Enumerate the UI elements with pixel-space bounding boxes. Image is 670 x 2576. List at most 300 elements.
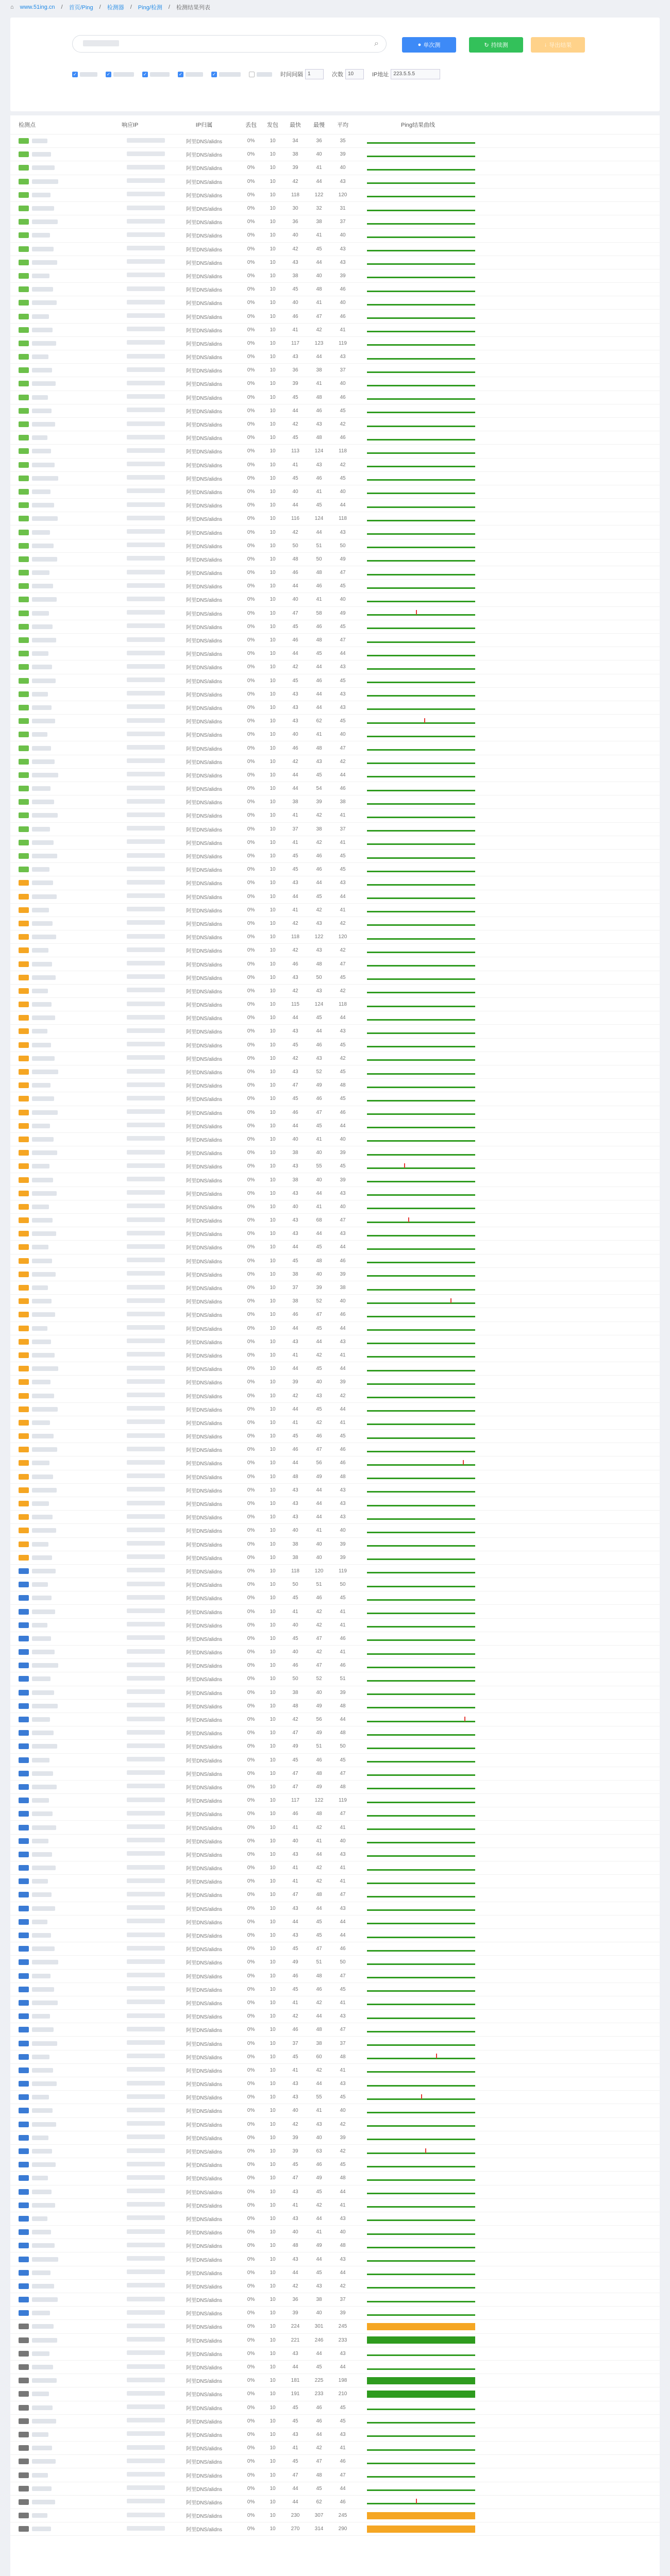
- table-row[interactable]: [10, 2401, 660, 2415]
- table-row[interactable]: [10, 2496, 660, 2509]
- table-row[interactable]: [10, 1376, 660, 1389]
- sent-cell: 10: [270, 1757, 276, 1763]
- table-row[interactable]: [10, 2239, 660, 2252]
- isp-badge: [19, 947, 29, 953]
- min-cell: 46: [292, 637, 298, 643]
- table-row[interactable]: [10, 1807, 660, 1821]
- table-row[interactable]: [10, 1767, 660, 1781]
- table-row[interactable]: [10, 1605, 660, 1618]
- table-row[interactable]: [10, 1861, 660, 1875]
- breadcrumb-item-4[interactable]: Ping/检测: [138, 5, 162, 11]
- col-chart[interactable]: Ping结果曲线: [401, 122, 435, 128]
- col-loss[interactable]: 丢包: [245, 122, 257, 128]
- table-row[interactable]: [10, 1956, 660, 1969]
- table-row[interactable]: [10, 459, 660, 472]
- table-row[interactable]: [10, 890, 660, 904]
- table-row[interactable]: [10, 660, 660, 674]
- loss-cell: 0%: [247, 1055, 255, 1061]
- response-ip-cell: [75, 1473, 168, 1480]
- table-row[interactable]: [10, 930, 660, 944]
- table-row[interactable]: [10, 1255, 660, 1268]
- table-row[interactable]: [10, 310, 660, 323]
- filter-checkbox[interactable]: [72, 72, 97, 77]
- table-row[interactable]: [10, 1106, 660, 1120]
- table-row[interactable]: [10, 1740, 660, 1753]
- col-avg[interactable]: 平均: [337, 122, 348, 128]
- table-row[interactable]: [10, 283, 660, 296]
- table-row[interactable]: [10, 1524, 660, 1537]
- response-ip: [127, 2269, 165, 2274]
- table-row[interactable]: [10, 1120, 660, 1133]
- interval-input[interactable]: 1: [305, 69, 324, 79]
- col-max[interactable]: 最慢: [313, 122, 325, 128]
- table-row[interactable]: [10, 1538, 660, 1551]
- table-row[interactable]: [10, 1497, 660, 1511]
- filter-checkbox[interactable]: [249, 72, 272, 77]
- table-row[interactable]: [10, 1511, 660, 1524]
- table-row[interactable]: [10, 1362, 660, 1376]
- min-cell: 43: [292, 1028, 298, 1035]
- filter-checkbox[interactable]: [106, 72, 134, 77]
- col-ip[interactable]: 响应IP: [122, 122, 139, 128]
- table-row[interactable]: [10, 2118, 660, 2131]
- max-cell: 38: [316, 367, 322, 374]
- table-row[interactable]: [10, 485, 660, 499]
- table-row[interactable]: [10, 1713, 660, 1726]
- max-cell: 42: [316, 2202, 322, 2208]
- table-row[interactable]: [10, 2226, 660, 2239]
- loss-cell: 0%: [247, 826, 255, 832]
- ping-sparkline: [367, 1662, 475, 1669]
- table-row[interactable]: [10, 2482, 660, 2496]
- table-row[interactable]: [10, 2509, 660, 2522]
- table-row[interactable]: [10, 1835, 660, 1848]
- table-row[interactable]: [10, 876, 660, 890]
- table-row[interactable]: [10, 1929, 660, 1942]
- table-row[interactable]: [10, 161, 660, 175]
- min-cell: 45: [292, 435, 298, 441]
- table-row[interactable]: [10, 1983, 660, 1996]
- table-row[interactable]: [10, 2077, 660, 2091]
- response-ip: [127, 1892, 165, 1896]
- filter-checkbox[interactable]: [142, 72, 170, 77]
- checkbox-checked-icon[interactable]: ✓: [143, 71, 147, 77]
- table-row[interactable]: [10, 553, 660, 566]
- node-name: [32, 1150, 57, 1155]
- min-cell: 45: [292, 1757, 298, 1763]
- table-row[interactable]: [10, 377, 660, 391]
- table-row[interactable]: [10, 256, 660, 269]
- table-row[interactable]: [10, 1888, 660, 1902]
- ping-sparkline: [367, 1999, 475, 2006]
- table-row[interactable]: [10, 1591, 660, 1605]
- table-row[interactable]: [10, 1011, 660, 1025]
- loss-cell: 0%: [247, 1999, 255, 2006]
- table-row[interactable]: [10, 1052, 660, 1065]
- table-row[interactable]: [10, 1349, 660, 1362]
- ping-chart-cell: [355, 1270, 516, 1278]
- table-row[interactable]: [10, 1039, 660, 1052]
- table-row[interactable]: [10, 1200, 660, 1214]
- table-row[interactable]: [10, 1551, 660, 1565]
- table-row[interactable]: [10, 2172, 660, 2185]
- count-input[interactable]: 10: [345, 69, 364, 79]
- table-row[interactable]: [10, 2266, 660, 2280]
- table-row[interactable]: [10, 189, 660, 202]
- table-row[interactable]: [10, 2428, 660, 2442]
- table-row[interactable]: [10, 2050, 660, 2064]
- response-ip-cell: [75, 1892, 168, 1898]
- table-row[interactable]: [10, 526, 660, 539]
- table-row[interactable]: [10, 944, 660, 957]
- home-icon[interactable]: ⌂: [10, 4, 14, 10]
- node-cell: [10, 2000, 75, 2006]
- table-row[interactable]: [10, 823, 660, 836]
- table-row[interactable]: [10, 1227, 660, 1241]
- table-row[interactable]: [10, 809, 660, 822]
- response-ip-cell: [75, 2175, 168, 2181]
- table-row[interactable]: [10, 1430, 660, 1443]
- node-name: [32, 2351, 49, 2356]
- table-row[interactable]: [10, 472, 660, 485]
- col-owner[interactable]: IP归属: [195, 122, 213, 128]
- min-cell: 38: [292, 799, 298, 805]
- table-row[interactable]: [10, 1389, 660, 1402]
- table-row[interactable]: [10, 337, 660, 350]
- ping-sparkline: [367, 609, 475, 617]
- table-row[interactable]: [10, 1133, 660, 1146]
- max-cell: 51: [316, 1743, 322, 1750]
- table-row[interactable]: [10, 634, 660, 647]
- table-row[interactable]: [10, 782, 660, 795]
- min-cell: 42: [292, 1717, 298, 1723]
- table-row[interactable]: [10, 2361, 660, 2374]
- table-row[interactable]: [10, 904, 660, 917]
- table-row[interactable]: [10, 850, 660, 863]
- node-name: [32, 1245, 48, 1249]
- table-row[interactable]: [10, 957, 660, 971]
- table-row[interactable]: [10, 607, 660, 620]
- checkbox-checked-icon[interactable]: ✓: [106, 71, 111, 77]
- table-row[interactable]: [10, 1214, 660, 1227]
- ping-sparkline: [367, 2094, 475, 2101]
- loss-cell: 0%: [247, 651, 255, 657]
- table-row[interactable]: [10, 1646, 660, 1659]
- ping-chart-cell: [355, 2040, 516, 2047]
- table-row[interactable]: [10, 512, 660, 526]
- checkbox-checked-icon[interactable]: ✓: [178, 71, 183, 77]
- table-row[interactable]: [10, 2468, 660, 2482]
- table-row[interactable]: [10, 863, 660, 876]
- table-row[interactable]: [10, 620, 660, 634]
- ip-owner: 阿里DNS/alidns: [186, 2230, 223, 2236]
- checkbox-checked-icon[interactable]: ✓: [73, 71, 77, 77]
- table-row[interactable]: [10, 593, 660, 606]
- table-row[interactable]: [10, 2252, 660, 2266]
- min-cell: 40: [292, 488, 298, 495]
- max-cell: 45: [316, 2269, 322, 2276]
- latency-line: [367, 1222, 475, 1223]
- node-cell: [10, 2175, 75, 2181]
- table-row[interactable]: [10, 1754, 660, 1767]
- response-ip: [127, 2067, 165, 2072]
- table-row[interactable]: [10, 2064, 660, 2077]
- filter-checkbox[interactable]: [178, 72, 203, 77]
- table-row[interactable]: [10, 2131, 660, 2145]
- col-node[interactable]: 检测点: [19, 122, 36, 128]
- table-row[interactable]: [10, 391, 660, 404]
- max-cell: 41: [316, 1204, 322, 1210]
- table-row[interactable]: [10, 1456, 660, 1470]
- table-row[interactable]: [10, 1416, 660, 1430]
- table-row[interactable]: [10, 2145, 660, 2158]
- latency-line: [367, 2489, 475, 2491]
- table-row[interactable]: [10, 1632, 660, 1646]
- table-row[interactable]: [10, 836, 660, 850]
- table-row[interactable]: [10, 2199, 660, 2212]
- table-row[interactable]: [10, 1996, 660, 2010]
- table-row[interactable]: [10, 1322, 660, 1335]
- min-cell: 41: [292, 1878, 298, 1885]
- table-row[interactable]: [10, 1470, 660, 1484]
- table-row[interactable]: [10, 215, 660, 229]
- sent-cell: 10: [270, 1743, 276, 1750]
- table-row[interactable]: [10, 2307, 660, 2320]
- node-cell: [10, 961, 75, 967]
- table-row[interactable]: [10, 2091, 660, 2104]
- response-ip: [127, 2215, 165, 2220]
- table-row[interactable]: [10, 1942, 660, 1956]
- table-row[interactable]: [10, 1726, 660, 1740]
- table-row[interactable]: [10, 1916, 660, 1929]
- table-row[interactable]: [10, 1025, 660, 1038]
- node-name: [32, 1704, 58, 1708]
- table-row[interactable]: [10, 1970, 660, 1983]
- ip-owner: 阿里DNS/alidns: [186, 2419, 223, 2425]
- table-row[interactable]: [10, 715, 660, 728]
- table-row[interactable]: [10, 1403, 660, 1416]
- table-row[interactable]: [10, 1565, 660, 1578]
- table-row[interactable]: [10, 1146, 660, 1160]
- table-row[interactable]: [10, 1065, 660, 1079]
- checkbox-checked-icon[interactable]: ✓: [212, 71, 216, 77]
- response-ip: [127, 2175, 165, 2180]
- table-row[interactable]: [10, 1484, 660, 1497]
- table-row[interactable]: [10, 1781, 660, 1794]
- search-icon[interactable]: ⌕: [374, 39, 379, 48]
- table-row[interactable]: [10, 1672, 660, 1686]
- ping-chart-cell: [355, 1932, 516, 1939]
- table-row[interactable]: [10, 499, 660, 512]
- table-row[interactable]: [10, 1443, 660, 1456]
- min-cell: 43: [292, 704, 298, 710]
- node-cell: [10, 1717, 75, 1722]
- table-row[interactable]: [10, 1092, 660, 1106]
- table-row[interactable]: [10, 2522, 660, 2536]
- table-row[interactable]: [10, 1902, 660, 1916]
- table-row[interactable]: [10, 998, 660, 1011]
- table-row[interactable]: [10, 1848, 660, 1861]
- table-row[interactable]: [10, 1281, 660, 1295]
- table-row[interactable]: [10, 2455, 660, 2468]
- node-name: [32, 2297, 58, 2302]
- table-row[interactable]: [10, 404, 660, 418]
- table-row[interactable]: [10, 2387, 660, 2401]
- sent-cell: 10: [270, 1028, 276, 1035]
- response-ip-cell: [75, 1554, 168, 1561]
- table-row[interactable]: [10, 539, 660, 553]
- export-button[interactable]: ↓ 导出结果: [531, 37, 585, 53]
- table-row[interactable]: [10, 1821, 660, 1834]
- response-ip: [127, 448, 165, 453]
- table-row[interactable]: [10, 2010, 660, 2023]
- isp-badge: [19, 1285, 29, 1291]
- node-cell: [10, 1326, 75, 1331]
- response-ip-cell: [75, 2189, 168, 2195]
- loss-cell: 0%: [247, 1082, 255, 1089]
- table-row[interactable]: [10, 2374, 660, 2387]
- table-row[interactable]: [10, 741, 660, 755]
- table-row[interactable]: [10, 1241, 660, 1254]
- table-row[interactable]: [10, 1079, 660, 1092]
- table-row[interactable]: [10, 2320, 660, 2333]
- col-sent[interactable]: 发包: [267, 122, 278, 128]
- table-row[interactable]: [10, 1578, 660, 1591]
- table-row[interactable]: [10, 1268, 660, 1281]
- node-cell: [10, 1406, 75, 1412]
- table-row[interactable]: [10, 350, 660, 364]
- node-name: [32, 1866, 56, 1870]
- response-ip-cell: [75, 1285, 168, 1291]
- col-min[interactable]: 最快: [290, 122, 301, 128]
- table-row[interactable]: [10, 296, 660, 310]
- table-row[interactable]: [10, 701, 660, 715]
- table-row[interactable]: [10, 431, 660, 445]
- node-cell: [10, 1501, 75, 1506]
- table-row[interactable]: [10, 324, 660, 337]
- table-row[interactable]: [10, 755, 660, 769]
- ip-input[interactable]: 223.5.5.5: [391, 69, 440, 79]
- node-name: [32, 1933, 51, 1938]
- table-row[interactable]: [10, 769, 660, 782]
- table-row[interactable]: [10, 1173, 660, 1187]
- breadcrumb-item-2[interactable]: 首页/Ping: [69, 5, 93, 11]
- node-cell: [10, 1973, 75, 1979]
- loss-cell: 0%: [247, 2485, 255, 2492]
- node-name: [32, 2311, 50, 2315]
- table-row[interactable]: [10, 1875, 660, 1888]
- response-ip-cell: [75, 1096, 168, 1102]
- sent-cell: 10: [270, 408, 276, 414]
- table-row[interactable]: [10, 148, 660, 161]
- table-row[interactable]: [10, 1686, 660, 1700]
- table-row[interactable]: [10, 2104, 660, 2117]
- table-row[interactable]: [10, 2415, 660, 2428]
- response-ip-cell: [75, 1312, 168, 1318]
- node-cell: [10, 1056, 75, 1061]
- table-row[interactable]: [10, 2334, 660, 2347]
- table-row[interactable]: [10, 2280, 660, 2293]
- table-row[interactable]: [10, 2185, 660, 2199]
- table-row[interactable]: [10, 269, 660, 283]
- loss-cell: 0%: [247, 1838, 255, 1844]
- table-row[interactable]: [10, 1308, 660, 1321]
- table-row[interactable]: [10, 202, 660, 215]
- avg-cell: 38: [340, 1285, 346, 1291]
- table-row[interactable]: [10, 1794, 660, 1807]
- ping-chart-cell: [355, 1460, 516, 1467]
- response-ip-cell: [75, 1568, 168, 1574]
- table-row[interactable]: [10, 2293, 660, 2307]
- avg-cell: 43: [340, 2215, 346, 2222]
- table-row[interactable]: [10, 674, 660, 688]
- search-input[interactable]: [72, 35, 387, 53]
- node-cell: [10, 1487, 75, 1493]
- isp-badge: [19, 502, 29, 508]
- response-ip-cell: [75, 1770, 168, 1776]
- table-row[interactable]: [10, 647, 660, 660]
- table-row[interactable]: [10, 418, 660, 431]
- table-row[interactable]: [10, 364, 660, 377]
- table-row[interactable]: [10, 795, 660, 809]
- table-row[interactable]: [10, 2158, 660, 2172]
- table-row[interactable]: [10, 1295, 660, 1308]
- table-row[interactable]: [10, 1187, 660, 1200]
- table-row[interactable]: [10, 1335, 660, 1349]
- table-row[interactable]: [10, 243, 660, 256]
- response-ip: [127, 2013, 165, 2018]
- table-row[interactable]: [10, 2347, 660, 2361]
- loss-cell: 0%: [247, 2324, 255, 2330]
- table-row[interactable]: [10, 2442, 660, 2455]
- ping-sparkline: [367, 2336, 475, 2344]
- table-row[interactable]: [10, 2023, 660, 2037]
- table-row[interactable]: [10, 175, 660, 189]
- isp-badge: [19, 1258, 29, 1264]
- continuous-ping-button[interactable]: ↻ 持续测: [469, 37, 523, 53]
- table-row[interactable]: [10, 1160, 660, 1173]
- response-ip: [127, 907, 165, 911]
- filter-checkbox[interactable]: [211, 72, 241, 77]
- checkbox-empty-icon[interactable]: [249, 72, 255, 77]
- breadcrumb-item-1[interactable]: www.51ing.cn: [20, 4, 55, 10]
- table-row[interactable]: [10, 971, 660, 985]
- table-row[interactable]: [10, 134, 660, 148]
- table-row[interactable]: [10, 728, 660, 741]
- table-row[interactable]: [10, 1700, 660, 1713]
- table-row[interactable]: [10, 566, 660, 580]
- table-row[interactable]: [10, 445, 660, 458]
- table-row[interactable]: [10, 1619, 660, 1632]
- table-row[interactable]: [10, 580, 660, 593]
- breadcrumb-item-3[interactable]: 检测器: [107, 5, 124, 11]
- table-row[interactable]: [10, 688, 660, 701]
- table-row[interactable]: [10, 2212, 660, 2226]
- table-row[interactable]: [10, 1659, 660, 1672]
- table-row[interactable]: [10, 2037, 660, 2050]
- table-row[interactable]: [10, 917, 660, 930]
- single-ping-button[interactable]: ● 单次测: [402, 37, 456, 53]
- latency-line: [367, 628, 475, 629]
- repeat-icon: ↻: [484, 42, 489, 48]
- table-row[interactable]: [10, 229, 660, 242]
- response-ip-cell: [75, 2269, 168, 2276]
- ping-sparkline: [367, 879, 475, 887]
- avg-cell: 47: [340, 1217, 346, 1224]
- node-name: [32, 1663, 58, 1668]
- max-cell: 124: [314, 448, 324, 454]
- table-row[interactable]: [10, 985, 660, 998]
